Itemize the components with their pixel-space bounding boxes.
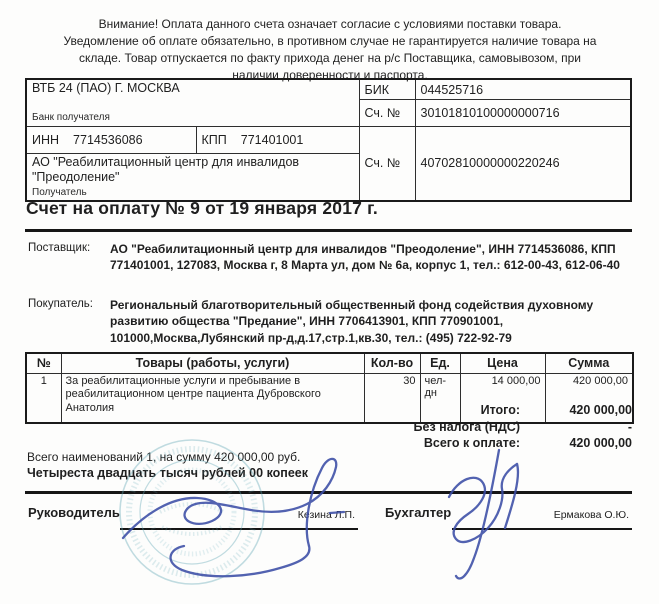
recipient-caption: Получатель — [32, 186, 87, 198]
col-header-unit: Ед. — [420, 353, 460, 373]
bank-name: ВТБ 24 (ПАО) Г. МОСКВА — [32, 81, 180, 95]
director-name: Кезина Л.П. — [297, 509, 355, 521]
item-price: 14 000,00 — [460, 373, 545, 423]
buyer-section — [28, 297, 632, 346]
item-unit: чел-дн — [420, 373, 460, 423]
inn-cell — [26, 126, 196, 153]
grand-total-label: Всего к оплате: — [423, 436, 520, 450]
bank-details-table — [25, 78, 632, 202]
supplier-section — [28, 241, 632, 274]
kpp-value: 771401001 — [240, 132, 304, 147]
subtotal-value: 420 000,00 — [569, 403, 632, 417]
tax-label: Без налога (НДС) — [413, 419, 520, 434]
item-description: За реабилитационные услуги и пребывание в реабилитационном центре пациента Дубровского Анатолия — [61, 373, 364, 423]
kpp-label: КПП — [201, 132, 227, 147]
buyer-label: Покупатель: — [28, 298, 93, 310]
account-label: Сч. № — [359, 126, 415, 201]
footer-divider-rule — [25, 491, 632, 494]
supplier-value: АО "Реабилитационный центр для инвалидов "Преодоление", ИНН 7714536086, КПП 771401001, 127083, Москва г, 8 Марта ул, дом № 6а, корпус 1, тел.: 612-00-43, 612-06-40 — [110, 242, 620, 273]
tax-value: - — [627, 419, 632, 434]
accountant-name: Ермакова О.Ю. — [553, 509, 629, 521]
bank-name-cell — [26, 79, 359, 126]
kpp-cell — [196, 126, 359, 153]
supplier-label: Поставщик: — [28, 242, 91, 254]
item-number: 1 — [26, 373, 61, 423]
amount-in-words: Четыреста двадцать тысяч рублей 00 копеек — [27, 466, 308, 480]
bik-value: 044525716 — [415, 79, 631, 100]
recipient-name: АО "Реабилитационный центр для инвалидов "Преодоление" — [32, 154, 300, 184]
corr-account-value: 30101810100000000716 — [415, 100, 631, 126]
payment-warning-text: Внимание! Оплата данного счета означает согласие с условиями поставки товара. Уведомление об оплате обязательно, в противном случае не гарантируется наличие товара на складе. Товар отпускается по факту прихода денег на р/с Поставщика, самовывозом, при наличии доверенности и паспорта. — [63, 17, 597, 83]
bank-name-caption: Банк получателя — [32, 112, 110, 123]
col-header-qty: Кол-во — [364, 353, 420, 373]
grand-total-value: 420 000,00 — [569, 436, 632, 450]
items-count-summary: Всего наименований 1, на сумму 420 000,00 руб. — [27, 450, 301, 464]
col-header-number: № — [26, 353, 61, 373]
subtotal-row — [302, 402, 632, 419]
item-sum: 420 000,00 — [545, 373, 633, 423]
grand-total-row — [302, 435, 632, 452]
items-header-row — [26, 353, 633, 373]
tax-row — [302, 419, 632, 436]
accountant-label: Бухгалтер — [385, 505, 452, 520]
corr-account-label: Сч. № — [359, 100, 415, 126]
title-divider-rule — [25, 229, 632, 232]
accountant-signature-line — [452, 509, 632, 530]
invoice-title: Счет на оплату № 9 от 19 января 2017 г. — [26, 198, 378, 218]
item-qty: 30 — [364, 373, 420, 423]
director-signature-line — [120, 509, 358, 530]
bik-label: БИК — [359, 79, 415, 100]
col-header-sum: Сумма — [545, 353, 633, 373]
account-value: 40702810000000220246 — [415, 126, 631, 201]
totals-block — [302, 402, 632, 452]
buyer-value: Региональный благотворительный общественный фонд содействия духовному развитию общества "Предание", ИНН 7706413901, КПП 770901001, 101000,Москва,Лубянский пр-д,д.17,стр.1,кв.30, тел.: (495) 722-92-79 — [110, 298, 594, 345]
inn-label: ИНН — [32, 132, 60, 147]
director-label: Руководитель — [28, 505, 120, 520]
inn-value: 7714536086 — [73, 132, 143, 147]
col-header-goods: Товары (работы, услуги) — [61, 353, 364, 373]
col-header-price: Цена — [460, 353, 545, 373]
recipient-cell — [26, 153, 359, 201]
subtotal-label: Итого: — [480, 403, 520, 417]
